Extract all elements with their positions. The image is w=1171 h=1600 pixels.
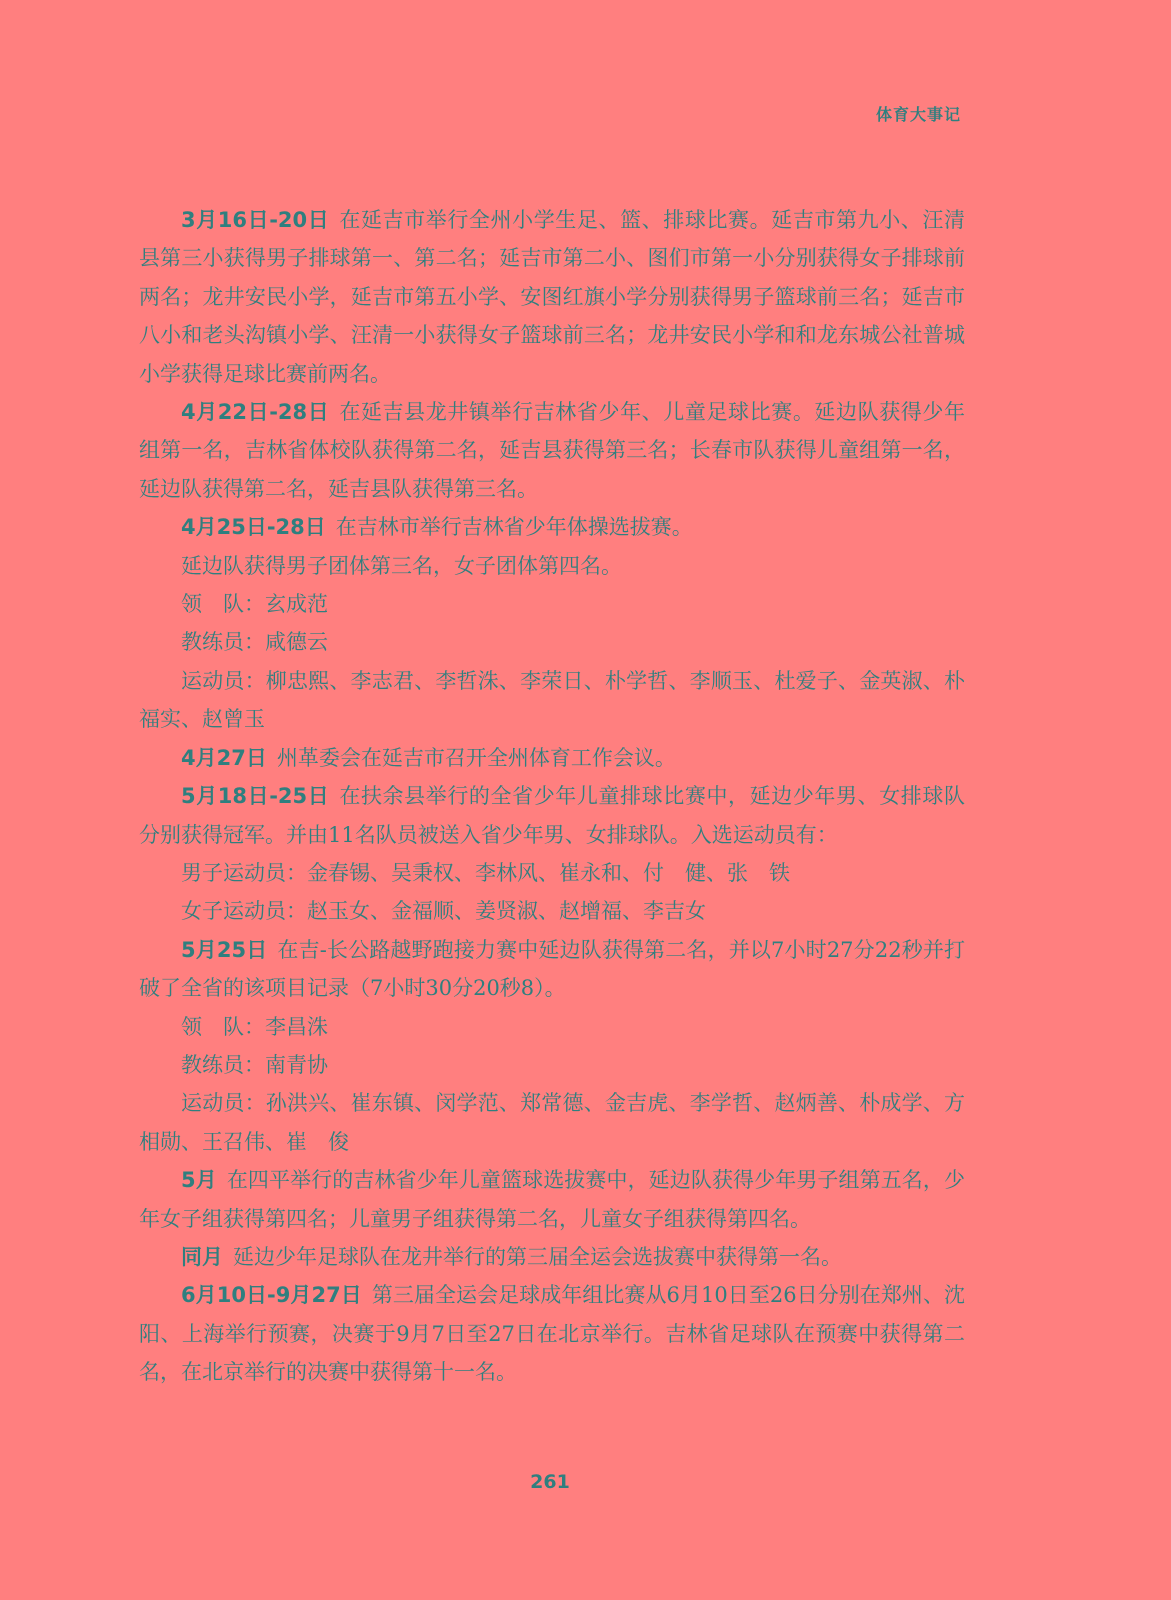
entry-text: 教练员：咸德云 — [181, 630, 328, 655]
entry-text: 在扶余县举行的全省少年儿童排球比赛中，延边少年男、女排球队分别获得冠军。并由11名队员被送入省少年男、女排球队。入选运动员有： — [139, 784, 965, 847]
entry-date: 5月18日-25日 — [181, 784, 330, 809]
entry-text: 领 队：玄成范 — [181, 592, 328, 617]
entry-paragraph — [139, 1161, 965, 1238]
entry-text: 在延吉县龙井镇举行吉林省少年、儿童足球比赛。延边队获得少年组第一名，吉林省体校队获得第二名，延吉县获得第三名；长春市队获得儿童组第一名，延边队获得第二名，延吉县队获得第三名。 — [139, 400, 965, 501]
page-body — [139, 201, 965, 1392]
running-header: 体育大事记 — [875, 105, 961, 124]
entry-text: 州革委会在延吉市召开全州体育工作会议。 — [276, 745, 676, 770]
entry-paragraph — [139, 508, 965, 546]
entry-date: 4月27日 — [181, 745, 267, 770]
entry-paragraph — [139, 739, 965, 777]
entry-text: 在延吉市举行全州小学生足、篮、排球比赛。延吉市第九小、汪清县第三小获得男子排球第一、第二名；延吉市第二小、图们市第一小分别获得女子排球前两名；龙井安民小学，延吉市第五小学、安图红旗小学分别获得男子篮球前三名；延吉市八小和老头沟镇小学、汪清一小获得女子篮球前三名；龙井安民小学和和龙东城公社普城小学获得足球比赛前两名。 — [139, 208, 965, 386]
entry-text: 在吉林市举行吉林省少年体操选拔赛。 — [335, 515, 693, 540]
entry-paragraph — [139, 662, 965, 739]
entry-text: 运动员：孙洪兴、崔东镇、闵学范、郑常德、金吉虎、李学哲、赵炳善、朴成学、方相勋、王召伟、崔 俊 — [139, 1091, 965, 1154]
entry-paragraph — [139, 201, 965, 393]
entry-date: 5月 — [181, 1168, 217, 1193]
entry-paragraph — [139, 854, 965, 892]
entry-text: 男子运动员：金春锡、吴秉权、李林风、崔永和、付 健、张 铁 — [181, 860, 790, 885]
entry-text: 延边队获得男子团体第三名，女子团体第四名。 — [181, 553, 622, 578]
entry-date: 4月25日-28日 — [181, 515, 326, 540]
entry-text: 第三届全运会足球成年组比赛从6月10日至26日分别在郑州、沈阳、上海举行预赛，决赛于9月7日至27日在北京举行。吉林省足球队在预赛中获得第二名，在北京举行的决赛中获得第十一名。 — [139, 1283, 966, 1385]
entry-paragraph — [139, 777, 965, 854]
entry-paragraph — [139, 1008, 965, 1046]
entry-date: 3月16日-20日 — [181, 208, 330, 232]
entry-date: 同月 — [181, 1244, 223, 1269]
entry-paragraph — [139, 393, 965, 508]
entry-paragraph — [139, 547, 965, 585]
entry-text: 延边少年足球队在龙井举行的第三届全运会选拔赛中获得第一名。 — [233, 1244, 842, 1269]
entry-date: 4月22日-28日 — [181, 400, 330, 425]
entry-paragraph — [139, 892, 965, 930]
entry-text: 教练员：南青协 — [181, 1052, 328, 1077]
entry-paragraph — [139, 1238, 965, 1276]
page-number: 261 — [530, 1471, 570, 1493]
entry-paragraph — [139, 1046, 965, 1084]
entry-text: 在四平举行的吉林省少年儿童篮球选拔赛中，延边队获得少年男子组第五名，少年女子组获得第四名；儿童男子组获得第二名，儿童女子组获得第四名。 — [139, 1168, 965, 1231]
entry-text: 运动员：柳忠熙、李志君、李哲洙、李荣日、朴学哲、李顺玉、杜爱子、金英淑、朴福实、赵曾玉 — [139, 668, 965, 732]
entry-text: 在吉-长公路越野跑接力赛中延边队获得第二名，并以7小时27分22秒并打破了全省的该项目记录（7小时30分20秒8）。 — [139, 937, 965, 1001]
entry-date: 6月10日-9月27日 — [181, 1283, 362, 1308]
entry-paragraph — [139, 623, 965, 661]
entry-paragraph — [139, 1084, 965, 1161]
entry-paragraph — [139, 585, 965, 623]
entry-text: 领 队：李昌洙 — [181, 1014, 328, 1039]
entry-paragraph — [139, 1276, 965, 1391]
entry-text: 女子运动员：赵玉女、金福顺、姜贤淑、赵增福、李吉女 — [181, 899, 706, 924]
entry-date: 5月25日 — [181, 937, 268, 962]
entry-paragraph — [139, 931, 965, 1008]
